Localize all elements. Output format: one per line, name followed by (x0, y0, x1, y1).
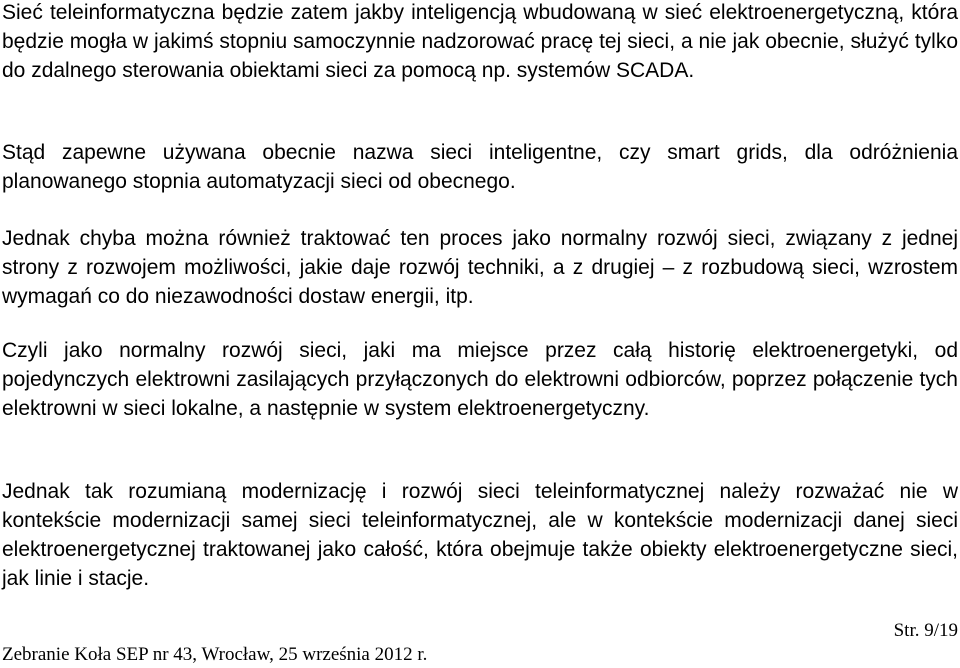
paragraph-2: Stąd zapewne używana obecnie nazwa sieci inteligentne, czy smart grids, dla odróżnienia planowanego stopnia automatyzacji sieci od obecnego. (2, 141, 958, 193)
paragraph-1: Sieć teleinformatyczna będzie zatem jakby inteligencją wbudowaną w sieć elektroenergetyczną, która będzie mogła w jakimś stopniu samoczynnie nadzorować pracę tej sieci, a nie jak obecnie, służyć tylko do zdalnego sterowania obiektami sieci za pomocą np. systemów SCADA. (2, 1, 958, 82)
page-number: Str. 9/19 (893, 620, 958, 641)
paragraph-4: Czyli jako normalny rozwój sieci, jaki ma miejsce przez całą historię elektroenergetyki, od pojedynczych elektrowni zasilających przyłączonych do elektrowni odbiorców, poprzez połączenie tych elektrowni w sieci lokalne, a następnie w system elektroenergetyczny. (2, 339, 958, 420)
paragraph-3: Jednak chyba można również traktować ten proces jako normalny rozwój sieci, związany z jednej strony z rozwojem możliwości, jakie daje rozwój techniki, a z drugiej – z rozbudową sieci, wzrostem wymagań co do niezawodności dostaw energii, itp. (2, 227, 958, 308)
paragraph-5: Jednak tak rozumianą modernizację i rozwój sieci teleinformatycznej należy rozważać nie w kontekście modernizacji samej sieci teleinformatycznej, ale w kontekście modernizacji danej sieci elektroenergetycznej traktowanej jako całość, która obejmuje także obiekty elektroenergetyczne sieci, jak linie i stacje. (2, 480, 958, 590)
footer-text: Zebranie Koła SEP nr 43, Wrocław, 25 września 2012 r. (2, 644, 428, 665)
